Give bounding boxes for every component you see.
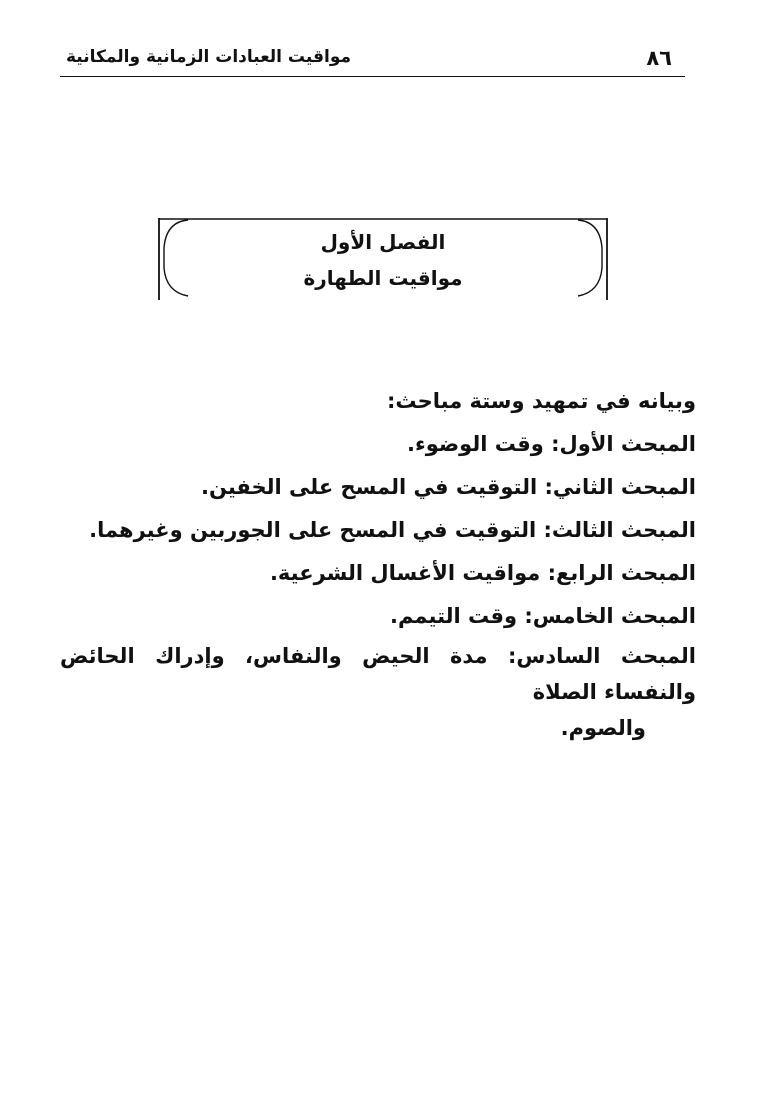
body-text [60,380,696,746]
list-item: المبحث الرابع: مواقيت الأغسال الشرعية. [269,561,696,585]
chapter-title: الفصل الأول [320,230,446,254]
running-header [60,46,682,76]
chapter-heading-box [158,218,608,300]
list-item [60,638,696,746]
running-header-title: مواقيت العبادات الزمانية والمكانية [66,47,351,67]
list-item: المبحث الثالث: التوقيت في المسح على الجوربين وغيرهما. [89,518,696,542]
chapter-subtitle: مواقيت الطهارة [303,266,463,290]
list-item: المبحث الثاني: التوقيت في المسح على الخفين. [200,475,696,499]
list-item-continuation: والصوم. [560,716,646,740]
list-item: المبحث الخامس: وقت التيمم. [389,604,696,628]
list-item: المبحث الأول: وقت الوضوء. [407,432,696,456]
page-number: ٨٦ [646,46,672,70]
intro-paragraph: وبيانه في تمهيد وستة مباحث: [386,389,696,413]
header-divider [60,76,685,77]
list-item-line: المبحث السادس: مدة الحيض والنفاس، وإدراك الحائض والنفساء الصلاة [60,644,696,704]
